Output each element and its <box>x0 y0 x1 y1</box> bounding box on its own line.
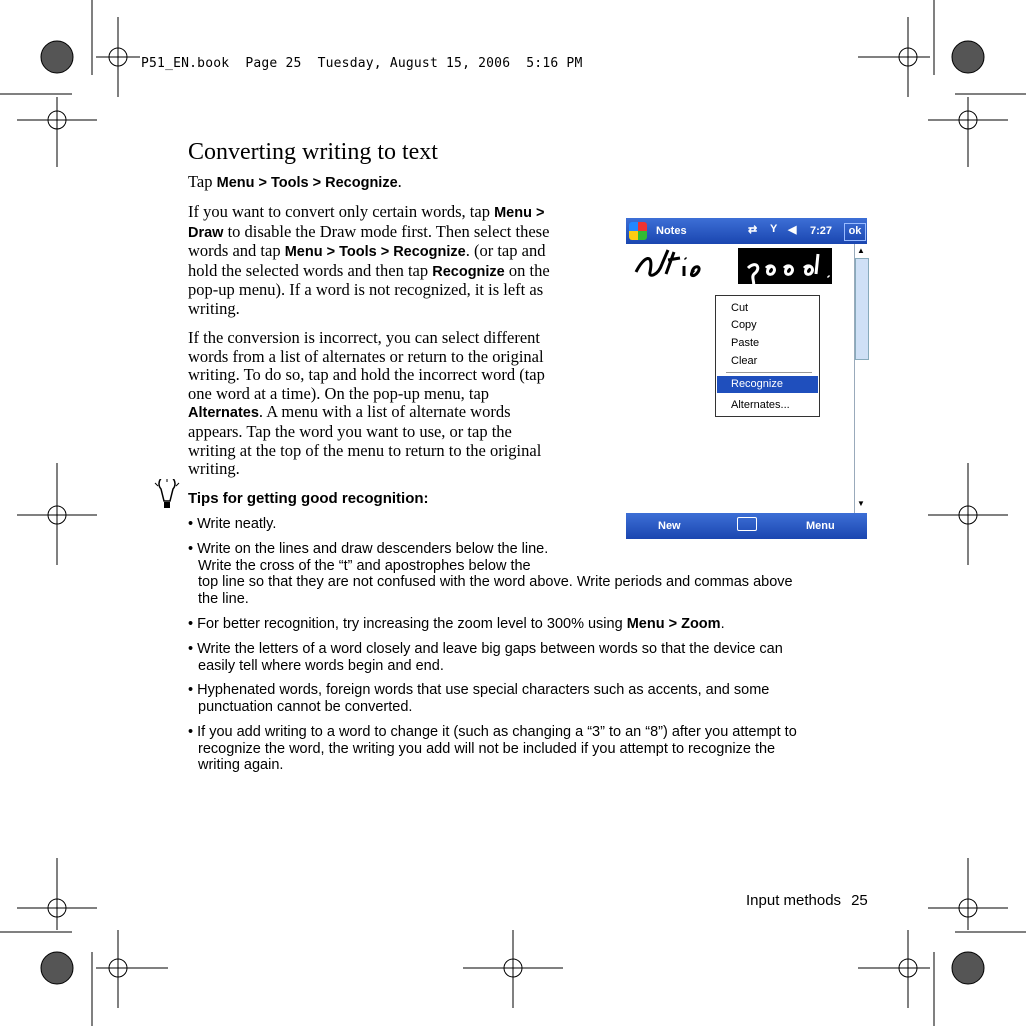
tap-instruction <box>188 172 402 192</box>
tip-text: writing again. <box>198 757 284 774</box>
scroll-up-icon[interactable]: ▲ <box>857 246 865 255</box>
signal-icon: Y <box>770 223 778 235</box>
p2-text: If the conversion is incorrect, you can select different <box>188 328 541 347</box>
p1-text: words and tap <box>188 241 281 261</box>
tip-cmd: Menu > Zoom <box>626 616 721 632</box>
volume-icon: ◀ <box>788 224 797 236</box>
p1-text: writing. <box>188 298 240 318</box>
section-name: Input methods <box>746 892 842 909</box>
handwriting-it-is-good <box>632 246 832 288</box>
menu-item-recognize[interactable]: Recognize <box>731 378 783 390</box>
p1-text: pop-up menu). If a word is not recognized, it is left as <box>188 280 544 300</box>
p2-text: words from a list of alternates or return to the original <box>188 346 544 366</box>
p1-cmd: Menu > <box>494 205 545 221</box>
tip-letters <box>188 641 783 674</box>
app-title: Notes <box>656 225 687 237</box>
notes-screenshot <box>626 218 867 539</box>
p1-cmd: Recognize <box>432 263 505 280</box>
p2-text: writing. To do so, tap and hold the incorrect word (tap <box>188 365 545 385</box>
menu-item-alternates[interactable]: Alternates... <box>731 399 790 411</box>
tip-add-writing <box>188 724 797 774</box>
ok-button[interactable]: ok <box>844 223 866 241</box>
tap-command: Menu > Tools > Recognize <box>216 175 398 191</box>
tip-hyphenated <box>188 682 769 715</box>
p2-text: appears. Tap the word you want to use, or tap the <box>188 421 512 441</box>
tip-text: top line so that they are not confused with the word above. Write periods and commas above <box>198 574 793 591</box>
tip-text: easily tell where words begin and end. <box>198 657 444 674</box>
paragraph-alternates <box>188 329 603 479</box>
p2-text: writing at the top of the menu to return to the original <box>188 440 542 460</box>
scroll-down-icon[interactable]: ▼ <box>857 499 865 508</box>
device-menu-bar <box>626 513 867 539</box>
tip-zoom <box>188 616 725 633</box>
menu-item-paste[interactable]: Paste <box>731 337 760 349</box>
tip-lines <box>188 541 793 608</box>
p1-text: If you want to convert only certain words, tap <box>188 202 490 221</box>
p2-cmd: Alternates <box>188 405 259 422</box>
tip-text: • If you add writing to a word to change it (such as changing a “3” to an “8”) after you attempt to <box>188 724 797 740</box>
p1-cmd: Draw <box>188 224 224 241</box>
device-title-bar <box>626 218 867 244</box>
tip-text: • Hyphenated words, foreign words that use special characters such as accents, and some <box>188 682 770 698</box>
menu-item-copy[interactable]: Copy <box>731 319 757 331</box>
p1-text: hold the selected words and then tap <box>188 260 429 280</box>
p1-text: . (or tap and <box>465 241 546 261</box>
paragraph-convert <box>188 203 603 319</box>
p2-text: one word at a time). On the pop-up menu, tap <box>188 383 490 403</box>
p1-text: to disable the Draw mode first. Then select these <box>227 221 550 241</box>
tap-suffix: . <box>397 172 402 191</box>
tip-text: • Write the letters of a word closely and leave big gaps between words so that the device can <box>188 641 783 657</box>
menu-item-cut[interactable]: Cut <box>731 302 749 314</box>
tip-write-neatly: • Write neatly. <box>188 516 277 532</box>
menu-item-clear[interactable]: Clear <box>731 355 758 367</box>
connectivity-icon: ⇄ <box>748 224 758 236</box>
page-footer <box>746 892 868 909</box>
tap-prefix: Tap <box>188 172 213 191</box>
print-header: P51_EN.book Page 25 Tuesday, August 15, 2006 5:16 PM <box>141 56 583 71</box>
tip-text: recognize the word, the writing you add will not be included if you attempt to recognize the <box>198 740 776 757</box>
keyboard-icon[interactable] <box>737 517 757 531</box>
menu-softkey[interactable]: Menu <box>806 520 835 532</box>
tip-text: • For better recognition, try increasing the zoom level to 300% using <box>188 616 623 632</box>
context-menu <box>715 295 820 417</box>
p2-text: writing. <box>188 459 240 479</box>
new-softkey[interactable]: New <box>658 520 681 532</box>
tip-text: Write the cross of the “t” and apostrophes below the <box>198 557 531 574</box>
tip-text: • Write on the lines and draw descenders below the line. <box>188 541 549 557</box>
p1-text: on the <box>508 260 550 280</box>
tip-text: the line. <box>198 591 249 608</box>
clock-time: 7:27 <box>810 225 833 237</box>
menu-item-recognize-highlight[interactable] <box>717 376 818 393</box>
windows-flag-icon <box>629 222 647 240</box>
tip-text: punctuation cannot be converted. <box>198 698 413 715</box>
lightbulb-tip-icon <box>150 479 184 519</box>
menu-divider <box>726 372 812 373</box>
tip-text: . <box>720 616 725 632</box>
scrollbar[interactable] <box>854 244 868 513</box>
p1-cmd: Menu > Tools > Recognize <box>284 244 466 261</box>
page-title: Converting writing to text <box>188 139 438 165</box>
tips-heading: Tips for getting good recognition: <box>188 490 429 507</box>
scroll-thumb[interactable] <box>855 258 869 360</box>
page-number: 25 <box>851 892 868 909</box>
p2-text: . A menu with a list of alternate words <box>258 402 511 422</box>
